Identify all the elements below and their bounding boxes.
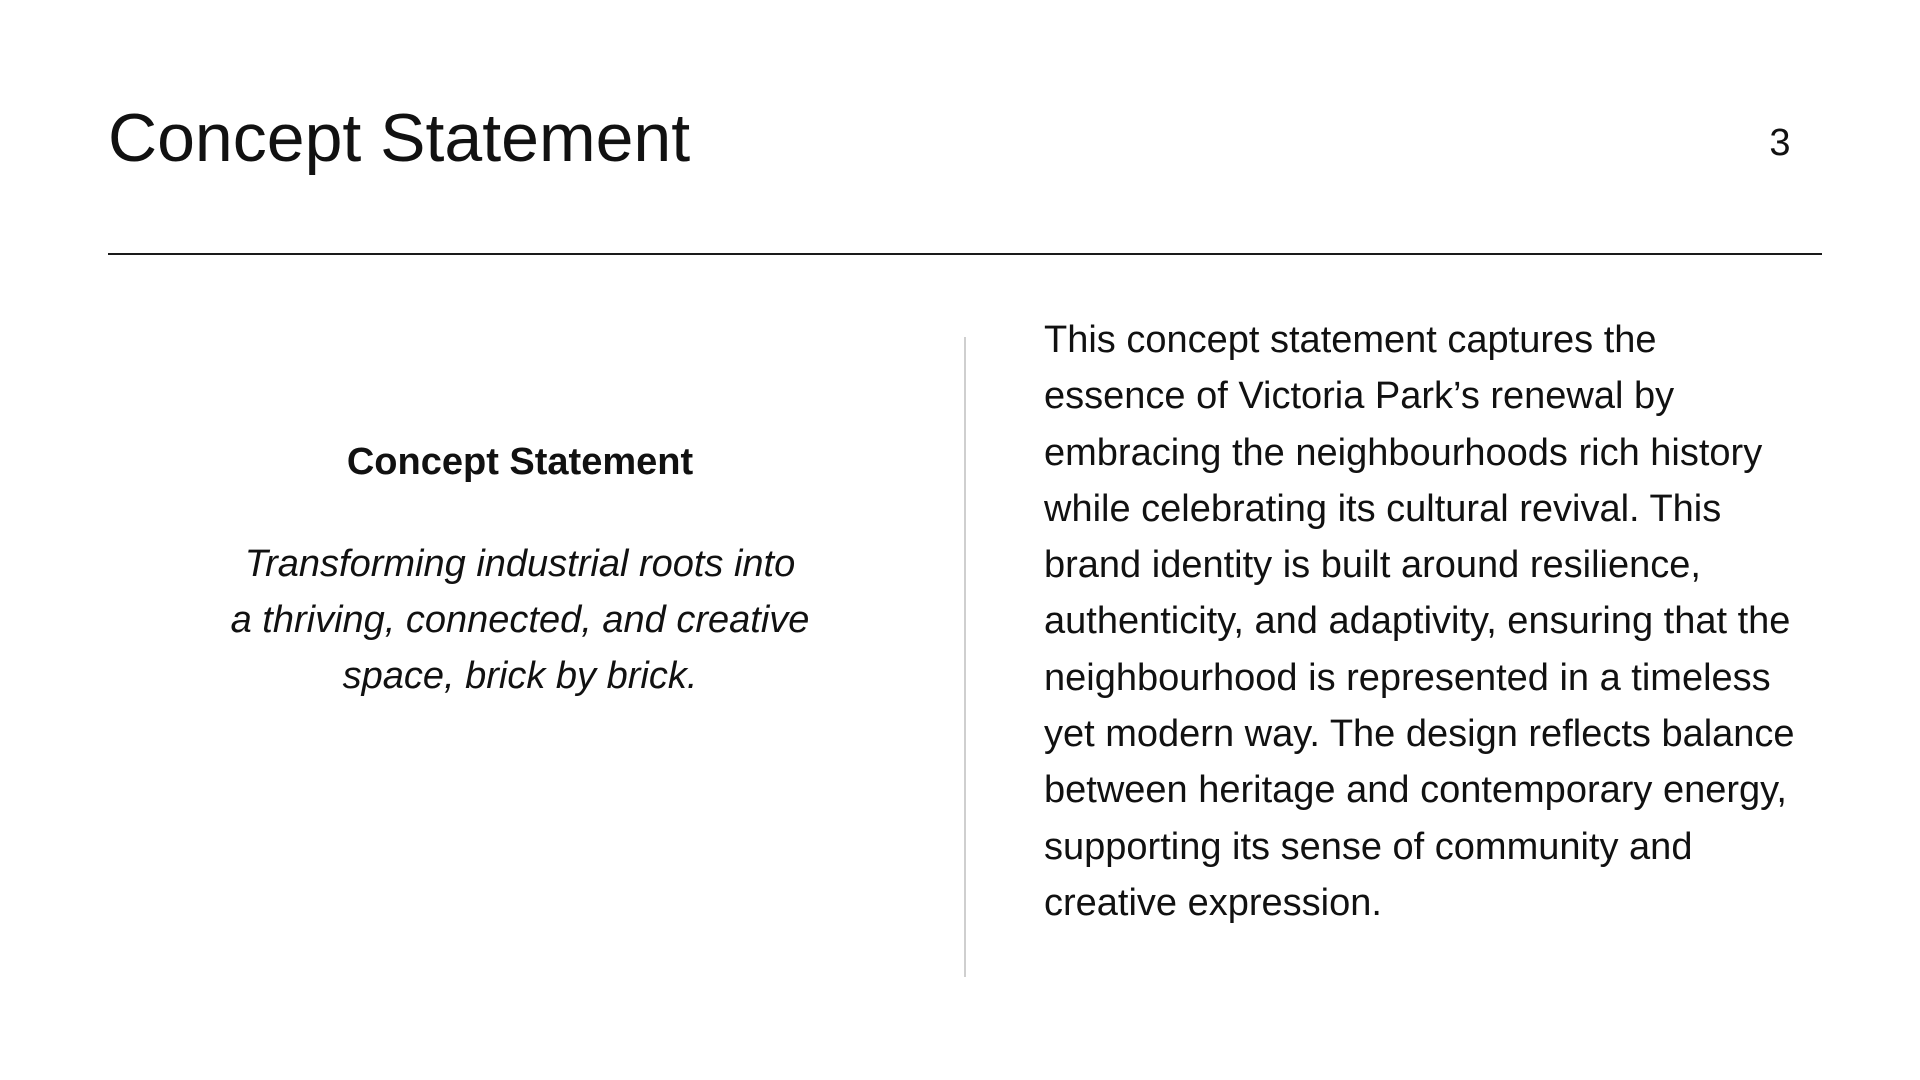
concept-body-text: This concept statement captures the essence of Victoria Park’s renewal by embracing the neighbourhoods rich history while celebrating its cultural revival. This brand identity is built around resilience, authenticity, and adaptivity, ensuring that the neighbourhood is represented in a timeless yet modern way. The design reflects balance between heritage and contemporary energy, supporting its sense of community and creative expression.: [1044, 319, 1795, 924]
page-number: 3: [1769, 122, 1791, 164]
concept-panel: [160, 440, 880, 704]
concept-heading: Concept Statement: [346, 441, 694, 483]
concept-tagline: Transforming industrial roots into a thriving, connected, and creative space, brick by brick.: [230, 542, 810, 697]
column-divider: [964, 337, 966, 977]
page-title: Concept Statement: [108, 100, 691, 176]
header-divider: [108, 253, 1822, 255]
